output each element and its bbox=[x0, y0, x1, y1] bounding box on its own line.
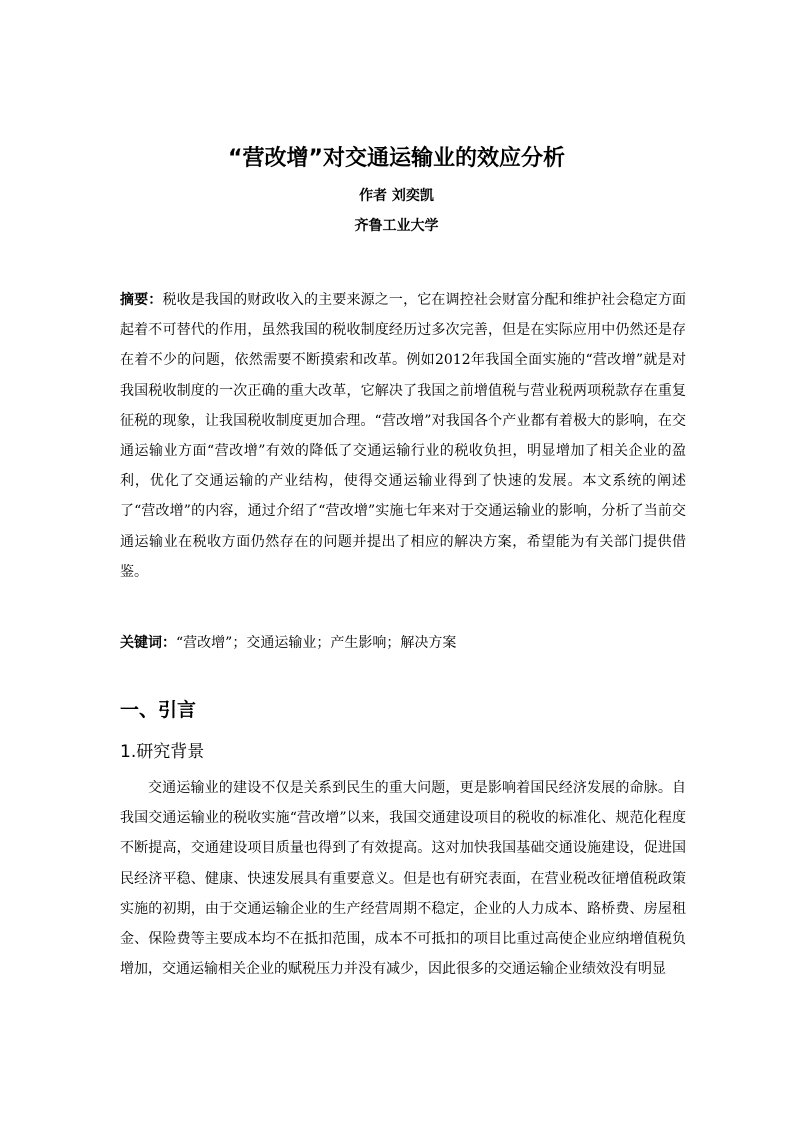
paper-author: 作者 刘奕凯 bbox=[359, 188, 434, 204]
keywords-text: “营改增”；交通运输业；产生影响；解决方案 bbox=[176, 635, 457, 651]
abstract-label: 摘要： bbox=[120, 292, 163, 308]
section-heading: 一、引言 bbox=[120, 699, 197, 721]
abstract bbox=[120, 285, 686, 587]
subsection-heading: 1.研究背景 bbox=[120, 742, 205, 762]
paper-title: “营改增”对交通运输业的效应分析 bbox=[228, 146, 565, 171]
paper-affiliation: 齐鲁工业大学 bbox=[354, 218, 439, 234]
keywords bbox=[120, 628, 686, 658]
keywords-label: 关键词： bbox=[120, 635, 176, 651]
body-paragraph: 交通运输业的建设不仅是关系到民生的重大问题，更是影响着国民经济发展的命脉。自我国交通运输业的税收实施“营改增”以来，我国交通建设项目的税收的标准化、规范化程度不断提高，交通建设项目质量也得到了有效提高。这对加快我国基础交通设施建设，促进国民经济平稳、健康、快速发展具有重要意义。但是也有研究表面，在营业税改征增值税政策实施的初期，由于交通运输企业的生产经营周期不稳定，企业的人力成本、路桥费、房屋租金、保险费等主要成本均不在抵扣范围，成本不可抵扣的项目比重过高使企业应纳增值税负增加，交通运输相关企业的赋税压力并没有减少，因此很多的交通运输企业绩效没有明显 bbox=[120, 780, 686, 978]
abstract-text: 税收是我国的财政收入的主要来源之一，它在调控社会财富分配和维护社会稳定方面起着不可替代的作用，虽然我国的税收制度经历过多次完善，但是在实际应用中仍然还是存在着不少的问题，依然需要不断摸索和改革。例如2012年我国全面实施的“营改增”就是对我国税收制度的一次正确的重大改革，它解决了我国之前增值税与营业税两项税款存在重复征税的现象，让我国税收制度更加合理。“营改增”对我国各个产业都有着极大的影响，在交通运输业方面“营改增”有效的降低了交通运输行业的税收负担，明显增加了相关企业的盈利，优化了交通运输的产业结构，使得交通运输业得到了快速的发展。本文系统的阐述了“营改增”的内容，通过介绍了“营改增”实施七年来对于交通运输业的影响，分析了当前交通运输业在税收方面仍然存在的问题并提出了相应的解决方案，希望能为有关部门提供借鉴。 bbox=[120, 292, 687, 580]
